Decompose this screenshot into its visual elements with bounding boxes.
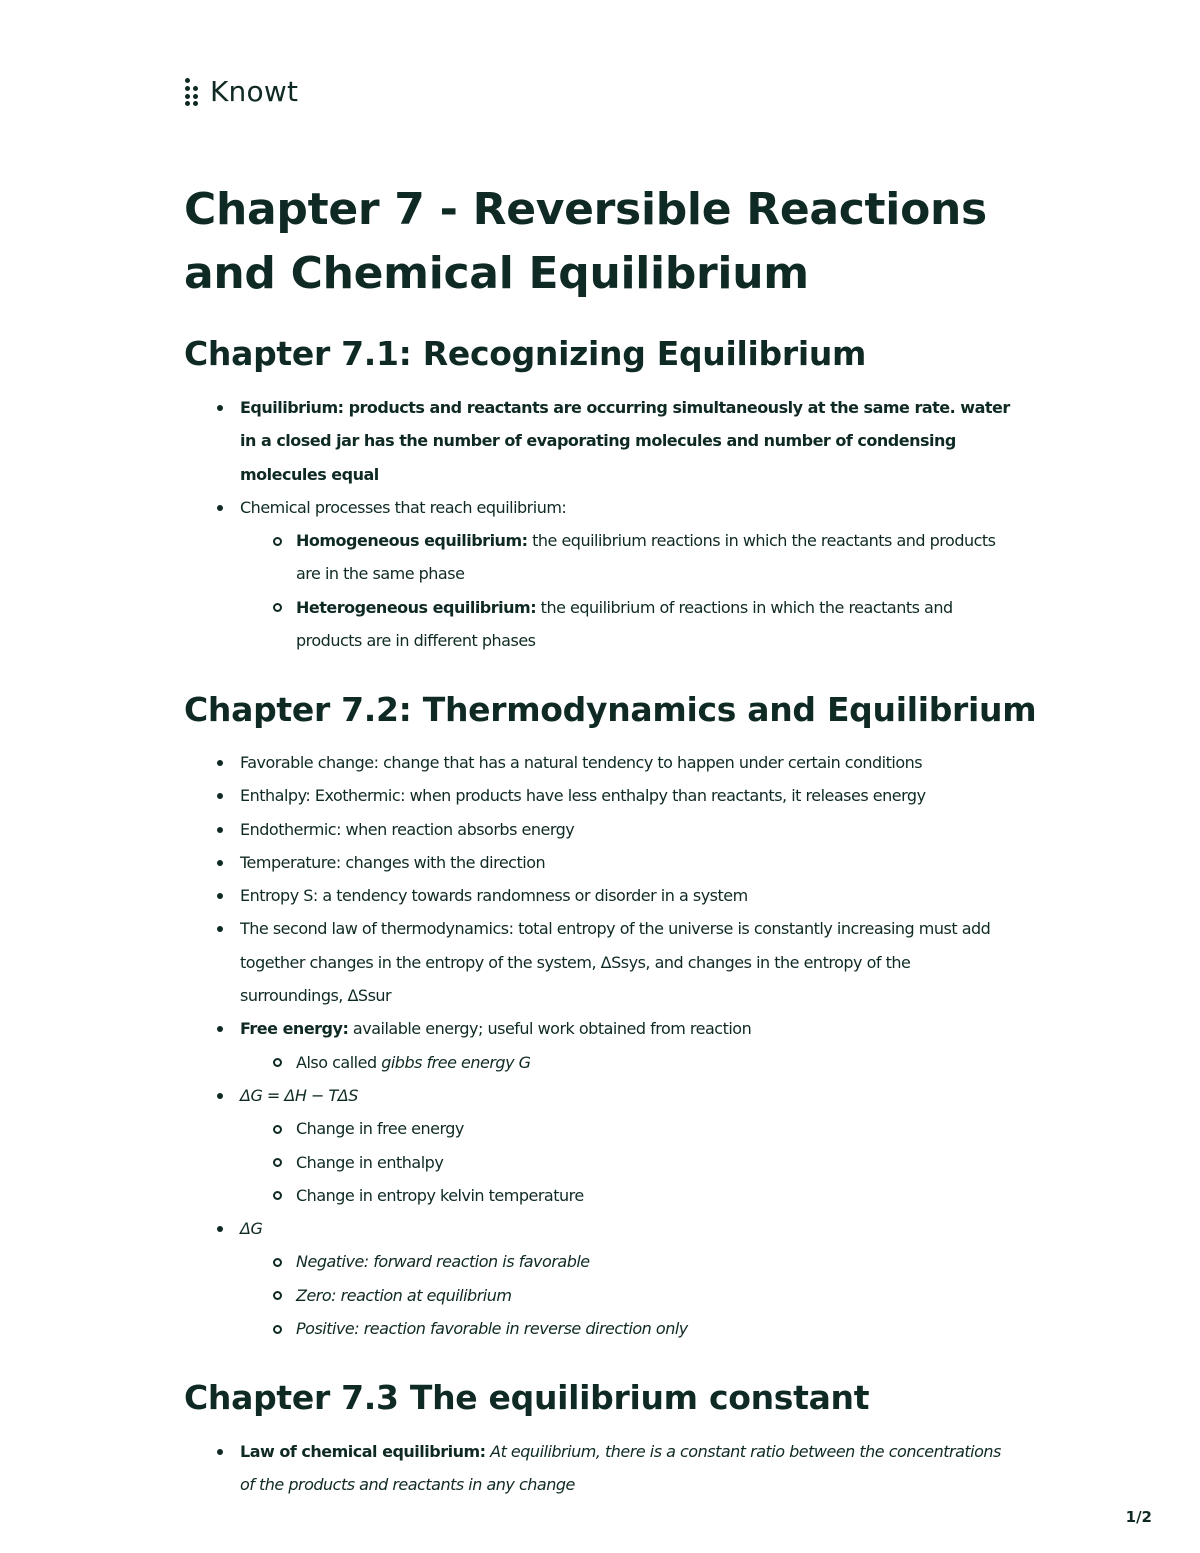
- term-definition: available energy; useful work obtained from reaction: [348, 1019, 752, 1039]
- sub-list-item: Zero: reaction at equilibrium: [240, 1279, 1014, 1312]
- list-item: [184, 1079, 1014, 1212]
- sub-item-text: Also called: [296, 1052, 382, 1072]
- sub-item-italic: gibbs free energy G: [381, 1052, 531, 1072]
- section-heading: Chapter 7.1: Recognizing Equilibrium: [184, 334, 867, 373]
- term-definition: the equilibrium reactions in which the reactants and products are in the same phase: [296, 531, 996, 584]
- page-number: 1/2: [1125, 1508, 1152, 1526]
- knowt-logo-icon: [184, 76, 204, 106]
- sub-list-item: [240, 591, 1014, 658]
- item-text: Chemical processes that reach equilibrium:: [240, 497, 567, 517]
- delta-g-label: ΔG: [240, 1219, 263, 1239]
- bullet-list: [184, 746, 1014, 1345]
- list-item: The second law of thermodynamics: total entropy of the universe is constantly increasing must add together changes in the entropy of the system, ΔSsys, and changes in the entropy of the surroundings, ΔSsur: [184, 912, 1014, 1012]
- section-7-1: [184, 332, 1014, 657]
- sub-list-item: Positive: reaction favorable in reverse direction only: [240, 1312, 1014, 1345]
- sub-bullet-list: [184, 1046, 1014, 1079]
- list-item: Enthalpy: Exothermic: when products have less enthalpy than reactants, it releases energy: [184, 779, 1014, 812]
- section-7-2: [184, 688, 1037, 1345]
- term-bold: Free energy:: [240, 1019, 349, 1039]
- sub-list-item: Change in free energy: [240, 1112, 1014, 1145]
- bullet-list: [184, 391, 1014, 657]
- term-bold: Heterogeneous equilibrium:: [296, 597, 537, 617]
- term-definition: the equilibrium of reactions in which the reactants and products are in different phases: [296, 597, 953, 651]
- sub-list-item: [240, 524, 1014, 591]
- section-heading: Chapter 7.2: Thermodynamics and Equilibrium: [184, 690, 1037, 729]
- sub-bullet-list: [184, 1245, 1014, 1345]
- bullet-list: [184, 1435, 1014, 1502]
- brand-logo: [184, 74, 298, 108]
- section-heading: Chapter 7.3 The equilibrium constant: [184, 1378, 870, 1417]
- term-bold: Homogeneous equilibrium:: [296, 531, 528, 551]
- list-item: [184, 391, 1014, 491]
- list-item: Favorable change: change that has a natural tendency to happen under certain conditions: [184, 746, 1014, 779]
- term-bold: Law of chemical equilibrium:: [240, 1442, 486, 1461]
- page-title: Chapter 7 - Reversible Reactions and Chemical Equilibrium: [184, 184, 987, 299]
- list-item: Entropy S: a tendency towards randomness or disorder in a system: [184, 879, 1014, 912]
- sub-bullet-list: [184, 1112, 1014, 1212]
- term-definition: At equilibrium, there is a constant ratio between the concentrations of the products and reactants in any change: [240, 1442, 1001, 1495]
- list-item: [184, 1435, 1014, 1502]
- section-7-3: [184, 1376, 1014, 1502]
- list-item: [184, 1012, 1014, 1079]
- sub-list-item: Change in entropy kelvin temperature: [240, 1179, 1014, 1212]
- sub-list-item: [240, 1046, 1014, 1079]
- sub-list-item: Negative: forward reaction is favorable: [240, 1245, 1014, 1278]
- term-bold: Equilibrium: products and reactants are occurring simultaneously at the same rate. water in a closed jar has the number of evaporating molecules and number of condensing molecules equal: [240, 398, 1010, 484]
- sub-bullet-list: [184, 524, 1014, 657]
- sub-list-item: Change in enthalpy: [240, 1146, 1014, 1179]
- list-item: Temperature: changes with the direction: [184, 846, 1014, 879]
- list-item: [184, 1212, 1014, 1345]
- list-item: Endothermic: when reaction absorbs energy: [184, 813, 1014, 846]
- list-item: [184, 491, 1014, 657]
- brand-name: Knowt: [210, 74, 299, 108]
- equation: ΔG = ΔH − TΔS: [240, 1085, 358, 1105]
